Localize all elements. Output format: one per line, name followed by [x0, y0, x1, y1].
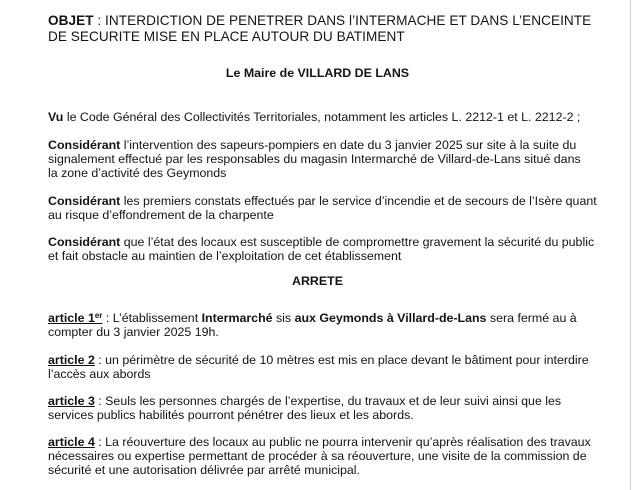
- objet-line-1: [48, 13, 591, 29]
- considerant-1-text-1: l’intervention des sapeurs-pompiers en date du 3 janvier 2025 sur site à la suite du: [120, 138, 577, 152]
- vu-label: Vu: [48, 110, 64, 124]
- author-text: Le Maire de VILLARD DE LANS: [225, 66, 410, 80]
- article-4-line-3: sécurité et une autorisation délivrée par arrêté municipal.: [48, 463, 360, 477]
- considerant-2-label: Considérant: [48, 194, 121, 208]
- considerant-3-text-1: que l’état des locaux est susceptible de compromettre gravement la sécurité du public: [120, 235, 595, 249]
- article-3-line-1: [48, 394, 561, 409]
- vu-paragraph: [48, 110, 580, 125]
- article-3-label: article 3: [48, 394, 95, 408]
- article-1-text-a: : L’établissement: [102, 311, 202, 325]
- article-3-line-2: services publics habilités pourront pénétrer des lieux et les abords.: [48, 408, 414, 422]
- article-1-line-2: compter du 3 janvier 2025 19h.: [48, 325, 219, 339]
- considerant-3-line-1: [48, 235, 594, 250]
- article-1-text-c: sera fermé au à: [486, 311, 577, 325]
- arrete-text: ARRETE: [292, 274, 343, 288]
- objet-line-2: DE SECURITE MISE EN PLACE AUTOUR DU BATIMENT: [48, 29, 405, 44]
- arrete-heading: [0, 274, 635, 289]
- article-2-line-1: [48, 353, 589, 368]
- article-4-line-2: nécessaires ou expertise permettant de procéder à sa réouverture, une visite de la commission de: [48, 449, 587, 463]
- considerant-3-line-2: et fait obstacle au maintien de l’exploitation de cet établissement: [48, 249, 402, 263]
- article-1-location: aux Geymonds à Villard-de-Lans: [294, 311, 487, 325]
- considerant-1-line-2: signalement effectué par les responsables du magasin Intermarché de Villard-de-Lans situé dans: [48, 152, 581, 166]
- considerant-2-line-2: au risque d’effondrement de la charpente: [48, 208, 274, 222]
- article-2-text-1: : un périmètre de sécurité de 10 mètres est mis en place devant le bâtiment pour interdire: [94, 353, 589, 367]
- considerant-1-line-1: [48, 138, 576, 153]
- article-1-text-b: sis: [272, 311, 295, 325]
- considerant-2-line-1: [48, 194, 597, 209]
- objet-label: OBJET: [48, 13, 94, 28]
- considerant-2-text-1: les premiers constats effectués par le service d’incendie et de secours de l’Isère quant: [120, 194, 597, 208]
- article-4-line-1: [48, 435, 591, 450]
- article-1-line-1: [48, 311, 577, 326]
- author-heading: [0, 66, 635, 81]
- objet-text-1: : INTERDICTION DE PENETRER DANS l’INTERMACHE ET DANS L’ENCEINTE: [93, 13, 592, 28]
- article-2-line-2: l’accès aux abords: [48, 367, 151, 381]
- considerant-3-label: Considérant: [48, 235, 121, 249]
- article-1-store: Intermarché: [201, 311, 273, 325]
- article-4-label: article 4: [48, 435, 95, 449]
- article-2-label: article 2: [48, 353, 95, 367]
- considerant-1-line-3: la zone d’activité des Geymonds: [48, 166, 227, 180]
- article-1-label: article 1: [48, 311, 95, 325]
- article-1-sup: er: [94, 311, 103, 320]
- vu-text: le Code Général des Collectivités Territoriales, notamment les articles L. 2212-1 et L. 2212-2 ;: [63, 110, 581, 124]
- article-4-text-1: : La réouverture des locaux au public ne pourra intervenir qu’après réalisation des travaux: [94, 435, 591, 449]
- considerant-1-label: Considérant: [48, 138, 121, 152]
- article-3-text-1: : Seuls les personnes chargés de l’expertise, du travaux et de leur suivi ainsi que les: [94, 394, 562, 408]
